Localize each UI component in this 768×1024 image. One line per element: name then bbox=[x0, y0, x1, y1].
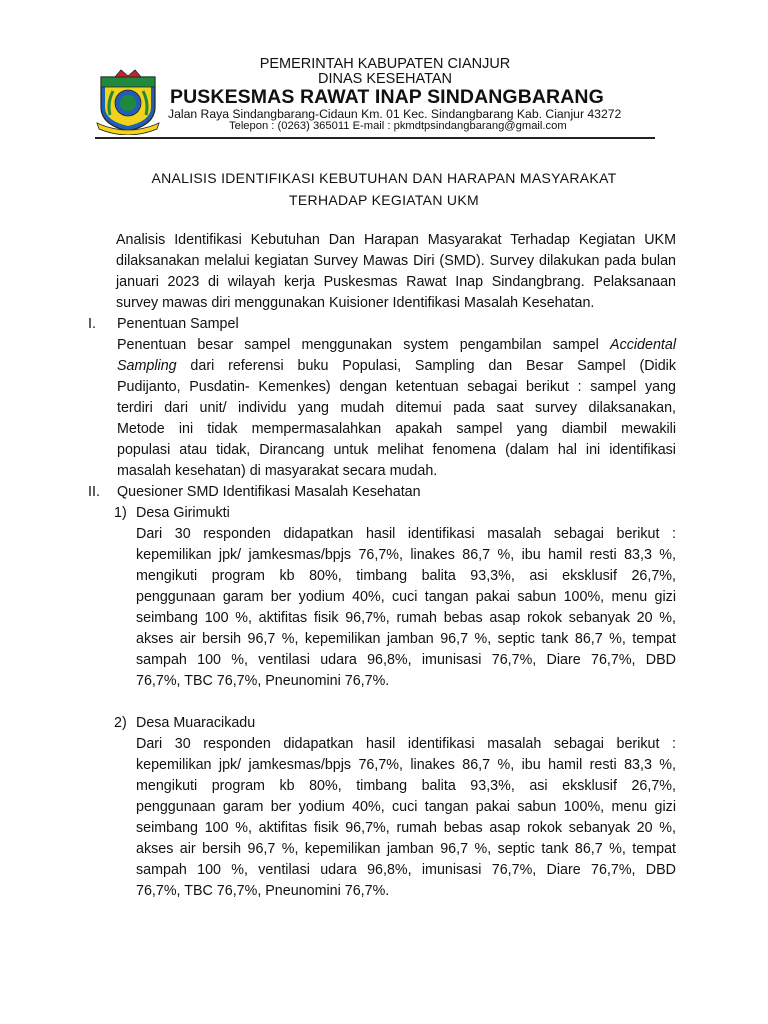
document-title-line-2: TERHADAP KEGIATAN UKM bbox=[289, 192, 479, 208]
item-2-line: mengikuti program kb 80%, timbang balita 93,3%, asi eksklusif 26,7%, bbox=[136, 778, 676, 794]
intro-line: dilaksanakan melalui kegiatan Survey Mawas Diri (SMD). Survey dilakukan pada bulan bbox=[116, 253, 676, 269]
item-2-line: penggunaan garam ber yodium 40%, cuci tangan pakai sabun 100%, menu gizi bbox=[136, 799, 676, 815]
cianjur-regency-crest-icon bbox=[95, 67, 161, 135]
item-2-village-name: Desa Muaracikadu bbox=[136, 715, 256, 731]
item-1-line: akses air bersih 96,7 %, kepemilikan jamban 96,7 %, septic tank 86,7 %, tempat bbox=[136, 631, 676, 647]
item-1-number: 1) bbox=[114, 505, 127, 521]
section-1-italic-term: Sampling bbox=[117, 358, 177, 374]
intro-line: Analisis Identifikasi Kebutuhan Dan Harapan Masyarakat Terhadap Kegiatan UKM bbox=[116, 232, 676, 248]
item-1-line: Dari 30 responden didapatkan hasil identifikasi masalah sebagai berikut : bbox=[136, 526, 676, 542]
letterhead bbox=[0, 0, 768, 140]
section-1-line-text: dari referensi buku Populasi, Sampling dan Besar Sampel (Didik bbox=[176, 358, 676, 374]
government-name: PEMERINTAH KABUPATEN CIANJUR bbox=[259, 56, 511, 72]
section-2-number: II. bbox=[88, 484, 100, 500]
item-1-line: mengikuti program kb 80%, timbang balita 93,3%, asi eksklusif 26,7%, bbox=[136, 568, 676, 584]
intro-line: survey mawas diri menggunakan Kuisioner Identifikasi Masalah Kesehatan. bbox=[116, 295, 595, 311]
item-2-line: 76,7%, TBC 76,7%, Pneunomini 76,7%. bbox=[136, 883, 390, 899]
section-1-line-text: Penentuan besar sampel menggunakan system pengambilan sampel bbox=[117, 337, 611, 353]
item-2-line: seimbang 100 %, aktifitas fisik 96,7%, rumah bebas asap rokok sebanyak 20 %, bbox=[136, 820, 676, 836]
section-2-title: Quesioner SMD Identifikasi Masalah Kesehatan bbox=[117, 484, 421, 500]
item-1-village-name: Desa Girimukti bbox=[136, 505, 230, 521]
item-2-line: Dari 30 responden didapatkan hasil identifikasi masalah sebagai berikut : bbox=[136, 736, 676, 752]
section-1-body bbox=[117, 335, 676, 482]
institution-contact: Telepon : (0263) 365011 E-mail : pkmdtpsindangbarang@gmail.com bbox=[229, 120, 567, 132]
item-1-line: penggunaan garam ber yodium 40%, cuci tangan pakai sabun 100%, menu gizi bbox=[136, 589, 676, 605]
institution-name: PUSKESMAS RAWAT INAP SINDANGBARANG bbox=[170, 86, 604, 108]
section-1-line: Metode ini tidak mempermasalahkan apakah sampel yang diambil mewakili bbox=[117, 421, 676, 437]
item-2-number: 2) bbox=[114, 715, 127, 731]
item-2-line: akses air bersih 96,7 %, kepemilikan jamban 96,7 %, septic tank 86,7 %, tempat bbox=[136, 841, 676, 857]
section-1-line: Pudijanto, Pusdatin- Kemenkes) dengan ketentuan sebagai berikut : sampel yang bbox=[117, 379, 676, 395]
institution-address: Jalan Raya Sindangbarang-Cidaun Km. 01 Kec. Sindangbarang Kab. Cianjur 43272 bbox=[168, 107, 622, 121]
document-title-line-1: ANALISIS IDENTIFIKASI KEBUTUHAN DAN HARAPAN MASYARAKAT bbox=[151, 170, 617, 186]
section-1-line bbox=[117, 356, 676, 377]
section-1-line: masalah kesehatan) di masyarakat secara mudah. bbox=[117, 463, 438, 479]
section-1-italic-term: Accidental bbox=[610, 337, 676, 353]
item-1-line: sampah 100 %, ventilasi udara 96,8%, imunisasi 76,7%, Diare 76,7%, DBD bbox=[136, 652, 676, 668]
item-2-body bbox=[136, 734, 676, 902]
section-1-title: Penentuan Sampel bbox=[117, 316, 239, 332]
item-1-line: kepemilikan jpk/ jamkesmas/bpjs 76,7%, linakes 86,7 %, ibu hamil resti 83,3 %, bbox=[136, 547, 676, 563]
item-1-line: 76,7%, TBC 76,7%, Pneunomini 76,7%. bbox=[136, 673, 390, 689]
item-2-line: kepemilikan jpk/ jamkesmas/bpjs 76,7%, linakes 86,7 %, ibu hamil resti 83,3 %, bbox=[136, 757, 676, 773]
department-name: DINAS KESEHATAN bbox=[317, 71, 453, 87]
item-1-line: seimbang 100 %, aktifitas fisik 96,7%, rumah bebas asap rokok sebanyak 20 %, bbox=[136, 610, 676, 626]
letterhead-divider bbox=[95, 137, 655, 139]
intro-line: januari 2023 di wilayah kerja Puskesmas Rawat Inap Sindangbrang. Pelaksanaan bbox=[116, 274, 676, 290]
item-1-body bbox=[136, 524, 676, 692]
section-1-line bbox=[117, 335, 676, 356]
section-1-line: populasi atau tidak, Dirancang untuk melihat fenomena (dalam hal ini identifikasi bbox=[117, 442, 676, 458]
intro-paragraph bbox=[88, 230, 676, 314]
section-1-number: I. bbox=[88, 316, 96, 332]
item-2-line: sampah 100 %, ventilasi udara 96,8%, imunisasi 76,7%, Diare 76,7%, DBD bbox=[136, 862, 676, 878]
section-1-line: terdiri dari unit/ individu yang mudah ditemui pada saat survey dilaksanakan, bbox=[117, 400, 676, 416]
